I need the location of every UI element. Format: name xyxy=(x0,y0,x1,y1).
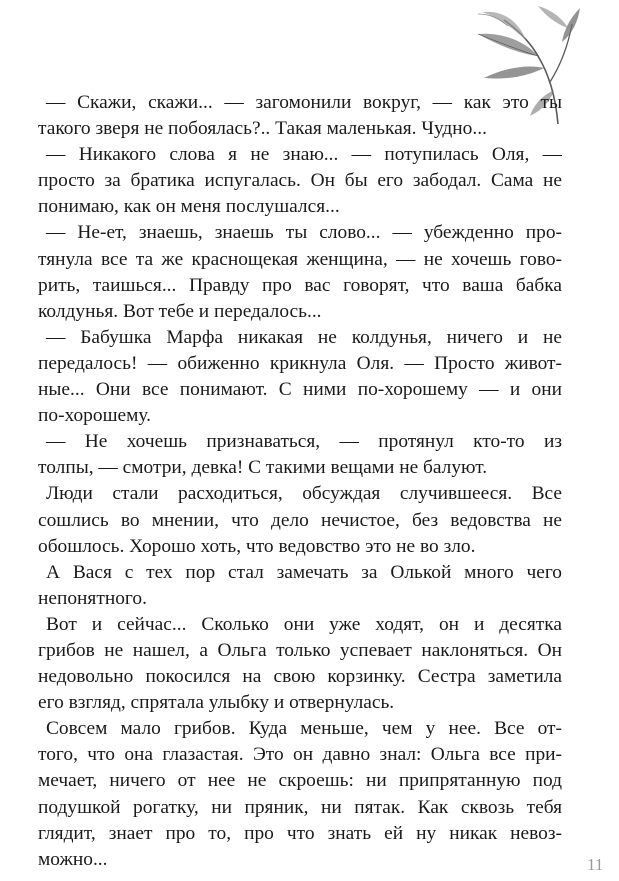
text-line: рить, таишься... Правду про вас говорят, что ваша бабка xyxy=(38,274,562,296)
text-line: мечает, ничего от нее не скроешь: ни припрятанную под xyxy=(38,770,562,792)
text-line: ные... Они все понимают. С ними по-хорошему — и они xyxy=(38,379,562,401)
text-line: можно... xyxy=(38,848,108,870)
text-line: обошлось. Хорошо хоть, что ведовство это не во зло. xyxy=(38,535,476,557)
text-line: передалось! — обиженно крикнула Оля. — Просто живот- xyxy=(38,352,562,374)
page-number: 11 xyxy=(587,855,604,874)
text-line: Совсем мало грибов. Куда меньше, чем у нее. Все от- xyxy=(46,718,562,740)
text-line: — Никакого слова я не знаю... — потупилась Оля, — xyxy=(46,144,562,166)
text-line: А Вася с тех пор стал замечать за Олькой много чего xyxy=(46,561,562,583)
text-line: — Бабушка Марфа никакая не колдунья, ничего и не xyxy=(46,326,562,348)
text-line: — Не хочешь признаваться, — протянул кто-то из xyxy=(46,431,562,453)
text-line: просто за братика испугалась. Он бы его забодал. Сама не xyxy=(38,170,562,192)
text-line: — Не-ет, знаешь, знаешь ты слово... — убежденно про- xyxy=(46,222,562,244)
text-line: грибов не нашел, а Ольга только успевает наклоняться. Он xyxy=(38,639,562,661)
text-line: Люди стали расходиться, обсуждая случившееся. Все xyxy=(46,483,562,505)
text-line: его взгляд, спрятала улыбку и отвернулась. xyxy=(38,692,395,714)
text-line: подушкой рогатку, ни пряник, ни пятак. Как сквозь тебя xyxy=(38,796,562,818)
text-line: недовольно покосился на свою корзинку. Сестра заметила xyxy=(38,666,562,688)
text-line: сошлись во мнении, что дело нечистое, без ведовства не xyxy=(38,509,562,531)
text-line: Вот и сейчас... Сколько они уже ходят, он и десятка xyxy=(46,613,562,635)
text-line: понимаю, как он меня послушался... xyxy=(38,196,340,218)
text-line: того, что она глазастая. Это он давно знал: Ольга все при- xyxy=(38,744,562,766)
text-line: по-хорошему. xyxy=(38,405,151,427)
text-line: такого зверя не побоялась?.. Такая маленькая. Чудно... xyxy=(38,118,487,140)
text-line: колдунья. Вот тебе и передалось... xyxy=(38,300,322,322)
text-line: глядит, знает про то, про что знать ей ну никак невоз- xyxy=(38,822,562,844)
body-text xyxy=(38,90,562,873)
text-line: — Скажи, скажи... — загомонили вокруг, — как это ты xyxy=(46,92,562,113)
text-line: тянула все та же краснощекая женщина, — не хочешь гово- xyxy=(38,248,562,270)
text-line: толпы, — смотри, девка! С такими вещами не балуют. xyxy=(38,457,488,479)
text-line: непонятного. xyxy=(38,587,147,609)
